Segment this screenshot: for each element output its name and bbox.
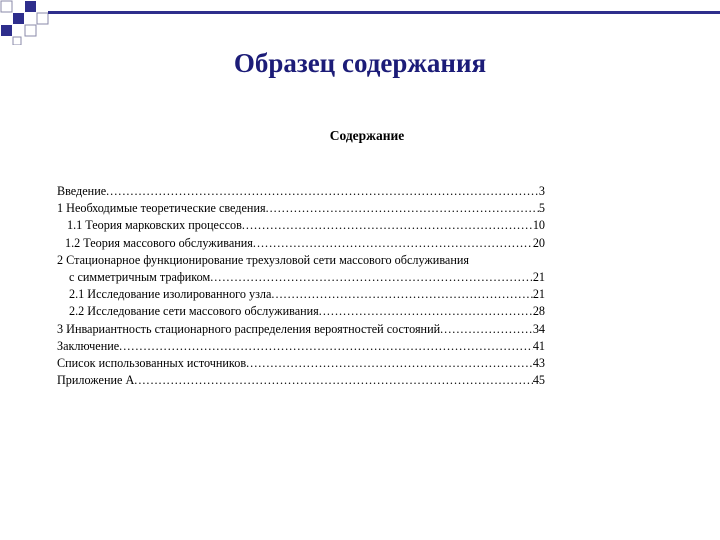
toc-entry-label: Список использованных источников xyxy=(57,356,247,371)
toc-entry-page: 28 xyxy=(532,304,545,319)
toc-leader-dots xyxy=(319,303,533,320)
toc-entry xyxy=(57,235,545,252)
toc-leader-dots xyxy=(253,235,533,252)
deco-square xyxy=(37,13,48,24)
toc-entry xyxy=(57,217,545,234)
toc-entry-page: 34 xyxy=(532,321,545,336)
toc-entry-label: Приложение А xyxy=(57,373,135,388)
toc-entry-label: 1 Необходимые теоретические сведения xyxy=(57,201,266,216)
toc-entry xyxy=(57,338,545,355)
toc-entry xyxy=(57,286,545,303)
toc-entry xyxy=(57,269,545,286)
toc-entry-page: 5 xyxy=(538,201,545,216)
toc-leader-dots xyxy=(246,355,533,372)
toc-leader-dots xyxy=(119,338,533,355)
toc-entry-page: 21 xyxy=(532,270,545,285)
deco-square xyxy=(13,37,21,45)
toc-entry-label: с симметричным трафиком xyxy=(69,270,211,285)
toc-entry-label: 2 Стационарное функционирование трехузловой сети массового обслуживания xyxy=(57,252,469,267)
toc-entry-page: 20 xyxy=(532,235,545,250)
toc-entry-page: 41 xyxy=(532,338,545,353)
toc-entry xyxy=(57,303,545,320)
deco-square xyxy=(25,25,36,36)
toc-entry-page: 45 xyxy=(532,373,545,388)
document-heading: Содержание xyxy=(329,128,405,143)
deco-square xyxy=(13,13,24,24)
toc-entry-page: 21 xyxy=(532,287,545,302)
toc-entry-label: Введение xyxy=(57,184,107,198)
toc-entry xyxy=(57,200,545,217)
toc-entry-label: 3 Инвариантность стационарного распределения вероятностей состояний xyxy=(57,321,441,336)
table-of-contents xyxy=(57,183,545,389)
toc-entry xyxy=(57,372,545,389)
deco-square xyxy=(25,1,36,12)
toc-entry-page: 3 xyxy=(538,184,545,198)
toc-leader-dots xyxy=(440,321,533,338)
toc-leader-dots xyxy=(266,200,539,217)
slide-title: Образец содержания xyxy=(233,48,487,78)
deco-square xyxy=(1,25,12,36)
toc-leader-dots xyxy=(210,269,533,286)
toc-leader-dots xyxy=(106,183,539,200)
toc-entry-page: 10 xyxy=(532,218,545,233)
toc-entry-label: 2.2 Исследование сети массового обслуживания xyxy=(69,304,319,319)
toc-entry-page: 43 xyxy=(532,356,545,371)
toc-leader-dots xyxy=(134,372,533,389)
deco-square xyxy=(1,1,12,12)
toc-entry-label: 2.1 Исследование изолированного узла xyxy=(69,287,272,302)
toc-entry xyxy=(57,355,545,372)
toc-entry xyxy=(57,252,545,269)
toc-leader-dots xyxy=(242,217,533,234)
toc-entry-label: 1.2 Теория массового обслуживания xyxy=(65,235,253,250)
toc-entry xyxy=(57,321,545,338)
toc-entry-label: Заключение xyxy=(57,338,120,353)
corner-decoration xyxy=(0,0,720,45)
toc-entry xyxy=(57,183,545,200)
toc-entry-label: 1.1 Теория марковских процессов xyxy=(67,218,242,233)
toc-leader-dots xyxy=(271,286,532,303)
deco-bar xyxy=(48,11,720,14)
